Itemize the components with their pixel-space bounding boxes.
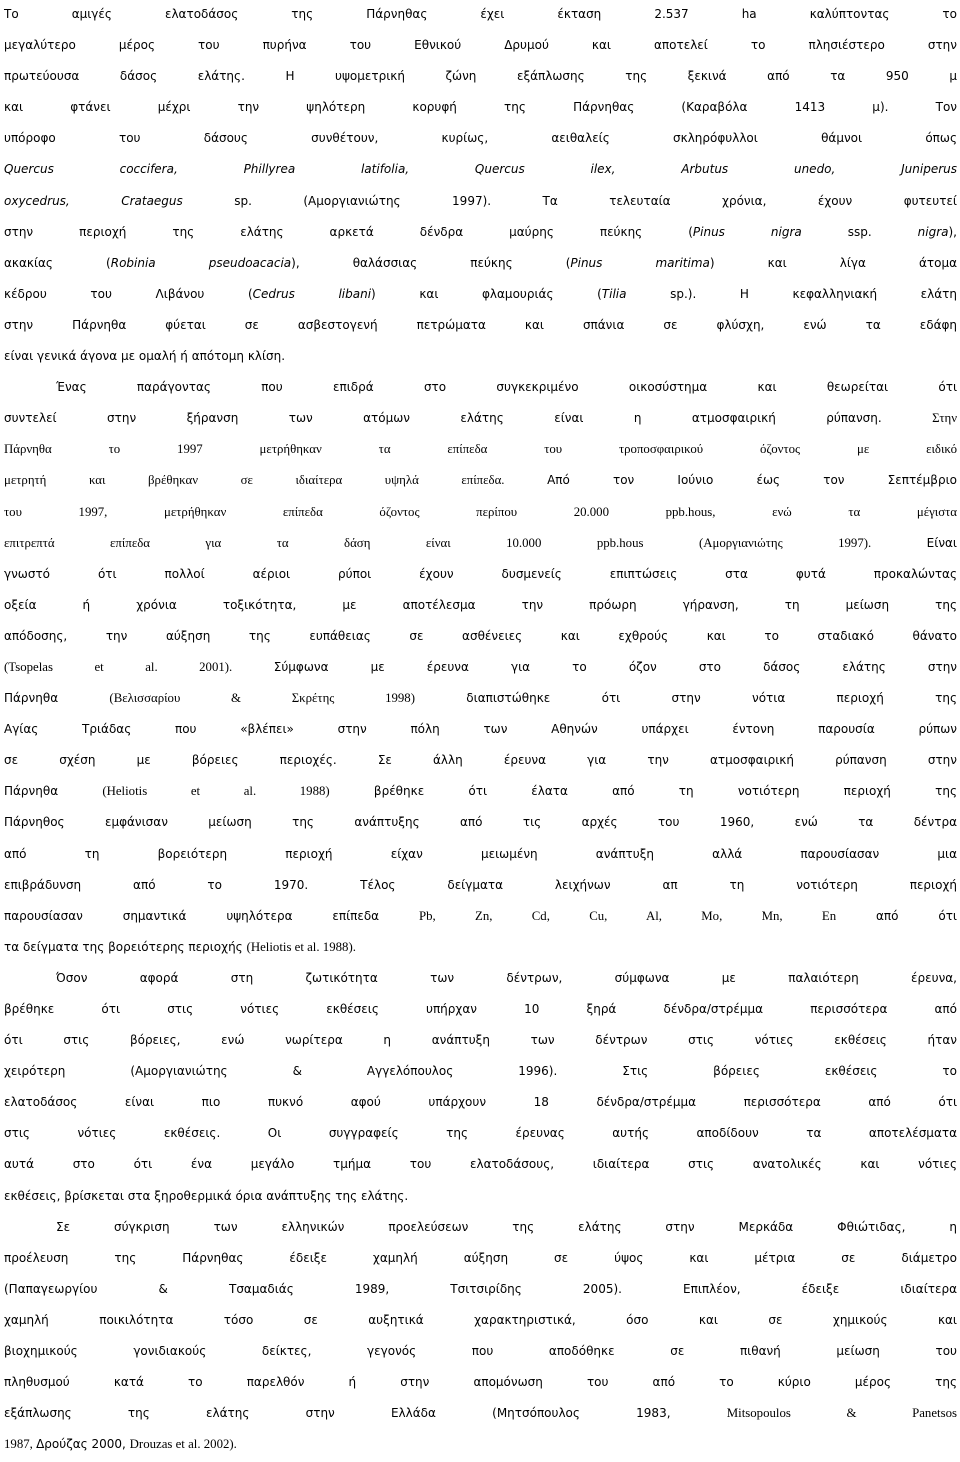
text-line (4, 1243, 957, 1274)
text-line (4, 310, 957, 341)
citation: (Βελισσαρίου & Σκρέτης 1998) (109, 691, 415, 706)
text-line (4, 1056, 957, 1087)
text-segment: Είναι (926, 535, 957, 550)
text-segment: Από τον Ιούνιο έως τον Σεπτέμβριο (547, 473, 957, 488)
text-segment: διαπιστώθηκε ότι στην νότια περιοχή της (415, 691, 957, 706)
text-segment: προέλευση της Πάρνηθας έδειξε χαμηλή αύξηση σε ύψος και μέτρια σε διάμετρο (4, 1250, 957, 1265)
text-segment: Αγίας Τριάδας που «βλέπει» στην πόλη των Αθηνών υπάρχει έντονη παρουσία ρύπων (4, 722, 957, 737)
text-line (4, 403, 957, 434)
text-segment: χαμηλή ποικιλότητα τόσο σε αυξητικά χαρακτηριστικά, όσο και σε χημικούς και (4, 1312, 957, 1327)
text-segment: είναι γενικά άγονα με ομαλή ή απότομη κλίση. (4, 349, 286, 364)
text-segment: sp. (Αμοργιανιώτης 1997). Τα τελευταία χρόνια, έχουν φυτευτεί (182, 193, 957, 208)
species-name: Tilia (601, 286, 627, 301)
text-line (4, 248, 957, 279)
citation: (Heliotis et al. 1988) (102, 784, 330, 799)
text-segment: γνωστό ότι πολλοί αέριοι ρύποι έχουν δυσμενείς επιπτώσεις στα φυτά προκαλώντας (4, 566, 957, 581)
text-segment: απόδοσης, την αύξηση της ευπάθειας σε ασθένειες και εχθρούς και το σταδιακό θάνατο (4, 628, 957, 643)
text-segment: επιβράδυνση από το 1970. Τέλος δείγματα λειχήνων απ τη νοτιότερη περιοχή (4, 877, 957, 892)
text-segment: και φτάνει μέχρι την ψηλότερη κορυφή της Πάρνηθας (Καραβόλα 1413 μ). Τον (4, 100, 957, 115)
text-segment: Πάρνηθα (4, 691, 110, 706)
text-segment: Το αμιγές ελατοδάσος της Πάρνηθας έχει έκταση 2.537 ha καλύπτοντας το (4, 7, 957, 21)
text-line (4, 154, 957, 185)
paragraph (4, 963, 957, 1212)
text-line (4, 776, 957, 807)
paragraph (4, 1212, 957, 1461)
text-segment: από ότι (836, 908, 957, 923)
text-line (4, 465, 957, 496)
text-line (4, 341, 957, 372)
text-line (4, 186, 957, 217)
text-segment: πρωτεύουσα δάσος ελάτης. Η υψομετρική ζώνη εξάπλωσης της ξεκινά από τα 950 μ (4, 69, 957, 84)
text-line (4, 901, 957, 932)
text-segment: Σύμφωνα με έρευνα για το όζον στο δάσος ελάτης στην (273, 659, 957, 674)
text-segment: sp.). Η κεφαλληνιακή ελάτη (626, 286, 958, 301)
text-segment: ελατοδάσος είναι πιο πυκνό αφού υπάρχουν 18 δένδρα/στρέμμα περισσότερα από ότι (4, 1095, 957, 1110)
text-segment: ) και λίγα άτομα (709, 255, 957, 270)
citation: (Tsopelas et al. 2001). (4, 659, 274, 674)
text-segment: μετρητή και βρέθηκαν σε ιδιαίτερα υψηλά επίπεδα. (4, 473, 548, 488)
text-line (4, 683, 957, 714)
text-segment: Πάρνηθα το 1997 μετρήθηκαν τα επίπεδα του τροποσφαιρικού όζοντος με ειδικό (4, 442, 957, 457)
species-name: nigra (917, 224, 949, 239)
text-line (4, 1336, 957, 1367)
paragraph (4, 372, 957, 963)
text-segment: στην περιοχή της ελάτης αρκετά δένδρα μαύρης πεύκης ( (4, 224, 693, 239)
text-line (4, 1149, 957, 1180)
text-segment: ) και φλαμουριάς ( (371, 286, 602, 301)
text-line (4, 1181, 957, 1212)
text-line (4, 1212, 957, 1243)
text-segment: Όσον αφορά στη ζωτικότητα των δέντρων, σύμφωνα με παλαιότερη έρευνα, (56, 970, 957, 985)
citation: Drouzas et al. 2002). (129, 1437, 237, 1452)
paragraph (4, 0, 957, 372)
text-segment: του 1997, μετρήθηκαν επίπεδα όζοντος περίπου 20.000 ppb.hous, ενώ τα μέγιστα (4, 504, 957, 519)
species-name: Pinus nigra (692, 224, 802, 239)
text-segment: Πάρνηθα (4, 784, 103, 799)
text-line (4, 839, 957, 870)
text-segment: Σε σύγκριση των ελληνικών προελεύσεων της ελάτης στην Μερκάδα Φθιώτιδας, η (56, 1219, 957, 1234)
text-segment: πληθυσμού κατά το παρελθόν ή στην απομόνωση του από το κύριο μέρος της (4, 1375, 957, 1390)
text-line (4, 1398, 957, 1429)
text-segment: ssp. (801, 224, 918, 239)
text-line (4, 994, 957, 1025)
text-segment: Στην (932, 411, 957, 426)
species-name: Cedrus libani (252, 286, 372, 301)
species-name: Robinia pseudoacacia (110, 255, 292, 270)
text-line (4, 434, 957, 465)
text-line (4, 1087, 957, 1118)
text-segment: (Παπαγεωργίου & Τσαμαδιάς 1989, Τσιτσιρίδης 2005). Επιπλέον, έδειξε ιδιαίτερα (4, 1281, 957, 1296)
text-segment: σε σχέση με βόρειες περιοχές. Σε άλλη έρευνα για την ατμοσφαιρική ρύπανση στην (4, 753, 957, 768)
text-segment: στην Πάρνηθα φύεται σε ασβεστογενή πετρώματα και σπάνια σε φλύσχη, ενώ τα εδάφη (4, 317, 957, 332)
text-segment: στις νότιες εκθέσεις. Οι συγγραφείς της έρευνας αυτής αποδίδουν τα αποτελέσματα (4, 1126, 957, 1141)
text-segment: βρέθηκε ότι έλατα από τη νοτιότερη περιοχή της (329, 784, 957, 799)
text-segment: παρουσίασαν σημαντικά υψηλότερα επίπεδα (4, 908, 419, 923)
text-segment: αυτά στο ότι ένα μεγάλο τμήμα του ελατοδάσους, ιδιαίτερα στις ανατολικές και νότιες (4, 1157, 957, 1172)
text-line (4, 621, 957, 652)
text-line (4, 61, 957, 92)
text-segment: ), (948, 224, 957, 239)
text-line (4, 123, 957, 154)
text-line (4, 807, 957, 838)
citation: (Heliotis et al. 1988). (246, 939, 356, 954)
text-line (4, 745, 957, 776)
text-line (4, 497, 957, 528)
text-segment: μεγαλύτερο μέρος του πυρήνα του Εθνικού Δρυμού και αποτελεί το πλησιέστερο στην (4, 38, 957, 53)
citation: 1987, (4, 1437, 37, 1452)
text-segment: χειρότερη (Αμοργιανιώτης & Αγγελόπουλος 1996). Στις βόρειες εκθέσεις το (4, 1064, 957, 1079)
text-segment: εξάπλωσης της ελάτης στην Ελλάδα (Μητσόπουλος 1983, (4, 1406, 727, 1421)
text-line (4, 1429, 957, 1460)
text-line (4, 559, 957, 590)
text-segment: ακακίας ( (4, 255, 111, 270)
text-segment: Δρούζας 2000, (36, 1437, 130, 1452)
text-line (4, 963, 957, 994)
text-line (4, 0, 957, 30)
text-segment: εκθέσεις, βρίσκεται στα ξηροθερμικά όρια ανάπτυξης της ελάτης. (4, 1188, 409, 1203)
text-segment: από τη βορειότερη περιοχή είχαν μειωμένη ανάπτυξη αλλά παρουσίασαν μια (4, 846, 957, 861)
text-segment: βρέθηκε ότι στις νότιες εκθέσεις υπήρχαν 10 ξηρά δένδρα/στρέμμα περισσότερα από (4, 1002, 957, 1016)
text-line (4, 932, 957, 963)
species-name: Pinus maritima (570, 255, 710, 270)
species-name: oxycedrus, Crataegus (4, 193, 183, 208)
text-segment: κέδρου του Λιβάνου ( (4, 286, 253, 301)
element-list: Pb, Zn, Cd, Cu, Al, Mo, Mn, En (418, 908, 837, 923)
text-line (4, 1305, 957, 1336)
text-segment: συντελεί στην ξήρανση των ατόμων ελάτης είναι η ατμοσφαιρική ρύπανση. (4, 411, 933, 426)
species-name: Quercus coccifera, Phillyrea latifolia, Quercus ilex, Arbutus unedo, Juniperus (4, 162, 957, 177)
text-segment: βιοχημικούς γονιδιακούς δείκτες, γεγονός που αποδόθηκε σε πιθανή μείωση του (4, 1344, 957, 1359)
citation: Mitsopoulos & Panetsos (726, 1406, 957, 1421)
text-line (4, 217, 957, 248)
text-segment: ότι στις βόρειες, ενώ νωρίτερα η ανάπτυξη των δέντρων στις νότιες εκθέσεις ήταν (4, 1033, 957, 1048)
text-line (4, 1025, 957, 1056)
text-line (4, 714, 957, 745)
text-segment: οξεία ή χρόνια τοξικότητα, με αποτέλεσμα την πρόωρη γήρανση, τη μείωση της (4, 597, 957, 612)
text-segment: τα δείγματα της βορειότερης περιοχής (4, 939, 247, 954)
text-segment: ), θαλάσσιας πεύκης ( (291, 255, 571, 270)
text-line (4, 372, 957, 403)
text-segment: υπόροφο του δάσους συνθέτουν, κυρίως, αειθαλείς σκληρόφυλλοι θάμνοι όπως (4, 131, 957, 146)
text-line (4, 1118, 957, 1149)
text-line (4, 1367, 957, 1398)
text-segment: επιτρεπτά επίπεδα για τα δάση είναι 10.000 ppb.hous (Αμοργιανιώτης 1997). (4, 535, 927, 550)
text-segment: Πάρνηθος εμφάνισαν μείωση της ανάπτυξης από τις αρχές του 1960, ενώ τα δέντρα (4, 815, 957, 830)
text-segment: Ένας παράγοντας που επιδρά στο συγκεκριμένο οικοσύστημα και θεωρείται ότι (56, 380, 957, 395)
text-line (4, 1274, 957, 1305)
text-line (4, 528, 957, 559)
text-line (4, 279, 957, 310)
text-line (4, 652, 957, 683)
text-line (4, 870, 957, 901)
text-line (4, 30, 957, 61)
text-line (4, 590, 957, 621)
text-line (4, 92, 957, 123)
